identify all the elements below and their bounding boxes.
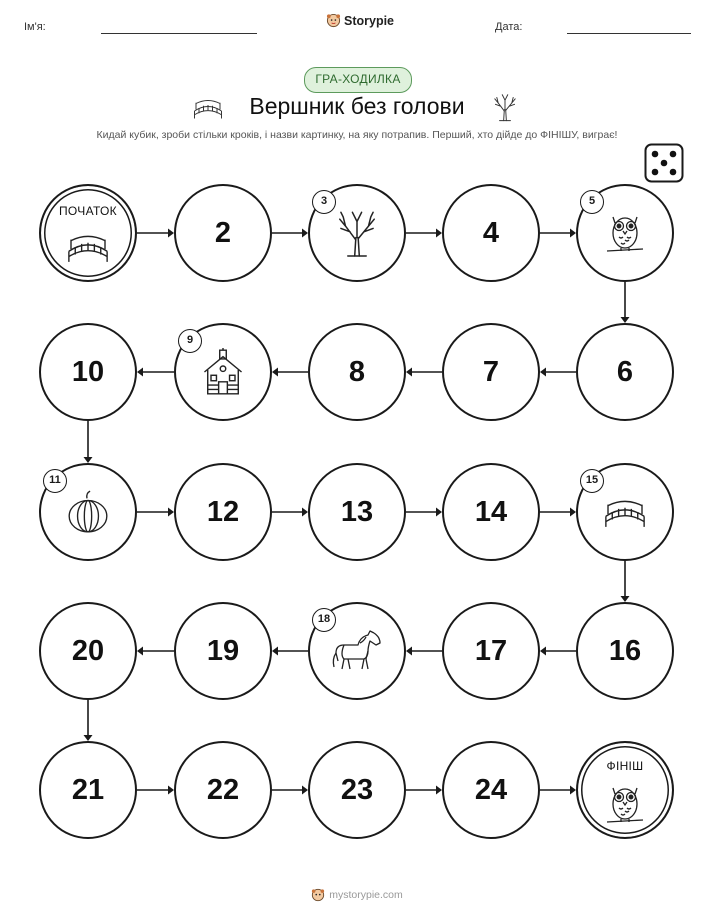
path-arrow [540,647,576,656]
board-space-16[interactable] [576,602,674,700]
path-arrow [540,229,576,238]
path-arrow [272,229,308,238]
path-arrow [137,229,174,238]
board-space-11[interactable] [39,463,137,561]
path-arrow [406,786,442,795]
path-arrow [540,368,576,377]
board-space-17[interactable] [442,602,540,700]
space-number: 21 [71,773,105,806]
path-arrow [272,647,308,656]
game-type-badge: ГРА-ХОДИЛКА [304,67,412,93]
space-number: 16 [608,634,642,667]
path-arrow [137,786,174,795]
path-arrow [84,421,93,463]
board-space-2[interactable] [174,184,272,282]
space-number: 8 [348,355,366,388]
finish-space[interactable] [576,741,674,839]
board-space-18[interactable] [308,602,406,700]
path-arrow [272,786,308,795]
space-number: 12 [206,495,240,528]
space-number: 13 [340,495,374,528]
space-number: 23 [340,773,374,806]
space-number: 24 [474,773,508,806]
board-space-19[interactable] [174,602,272,700]
name-label: Ім'я: [24,21,46,33]
space-number: 17 [474,634,508,667]
board-space-7[interactable] [442,323,540,421]
board-space-5[interactable] [576,184,674,282]
instructions: Кидай кубик, зроби стільки кроків, і назви картинку, на яку потрапив. Перший, хто дійде до ФІНІШУ, виграє! [96,129,618,141]
board-space-4[interactable] [442,184,540,282]
path-arrow [540,786,576,795]
start-label: ПОЧАТОК [59,204,117,218]
path-arrow [406,508,442,517]
path-arrow [137,368,174,377]
path-arrow [621,282,630,323]
board-space-12[interactable] [174,463,272,561]
space-number: 6 [616,355,634,388]
space-number: 14 [474,495,508,528]
space-number-badge: 3 [312,190,336,214]
space-number-badge: 11 [43,469,67,493]
board-space-20[interactable] [39,602,137,700]
board-space-14[interactable] [442,463,540,561]
board-space-8[interactable] [308,323,406,421]
date-label: Дата: [495,21,523,33]
path-arrow [272,368,308,377]
footer [0,888,714,902]
space-number-badge: 18 [312,608,336,632]
board-space-21[interactable] [39,741,137,839]
path-arrow [406,368,442,377]
space-number: 22 [206,773,240,806]
space-number-badge: 9 [178,329,202,353]
storypie-mascot-icon [311,888,325,902]
space-number: 7 [482,355,500,388]
footer-site[interactable]: mystorypie.com [329,889,403,901]
path-arrow [84,700,93,741]
brand-name: Storypie [344,13,395,28]
space-number: 20 [71,634,105,667]
path-arrow [621,561,630,602]
board-space-23[interactable] [308,741,406,839]
board-space-24[interactable] [442,741,540,839]
path-arrow [137,647,174,656]
path-arrow [272,508,308,517]
board-space-15[interactable] [576,463,674,561]
space-number: 19 [206,634,240,667]
board-space-6[interactable] [576,323,674,421]
start-space[interactable] [39,184,137,282]
finish-label: ФІНІШ [606,759,644,773]
board-space-3[interactable] [308,184,406,282]
space-number: 10 [71,355,105,388]
path-arrow [540,508,576,517]
path-arrow [137,508,174,517]
page-title: Вершник без голови [249,93,465,119]
space-number: 2 [214,216,232,249]
space-number-badge: 5 [580,190,604,214]
space-number-badge: 15 [580,469,604,493]
owl-icon [578,757,672,851]
space-number: 4 [482,216,500,249]
board-space-13[interactable] [308,463,406,561]
board-space-9[interactable] [174,323,272,421]
path-arrow [406,647,442,656]
path-arrow [406,229,442,238]
board-space-10[interactable] [39,323,137,421]
board-space-22[interactable] [174,741,272,839]
bridge-icon [41,200,135,294]
